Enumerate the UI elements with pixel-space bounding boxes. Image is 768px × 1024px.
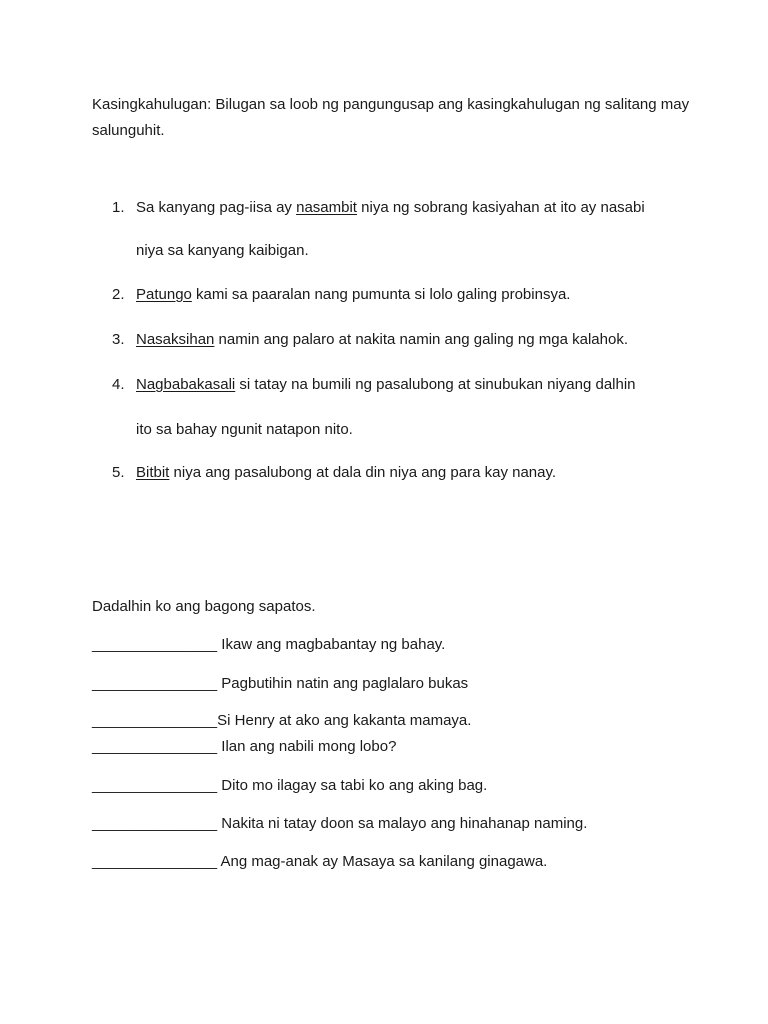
fill-in-line: _______________Si Henry at ako ang kakanta mamaya. <box>92 712 472 729</box>
fill-in-line: _______________ Pagbutihin natin ang paglalaro bukas <box>92 675 469 692</box>
item-text <box>136 198 696 218</box>
underlined-word: Patungo <box>136 286 192 303</box>
fill-in-line: _______________ Ang mag-anak ay Masaya sa kanilang ginagawa. <box>92 853 548 870</box>
fill-in-line: _______________ Ilan ang nabili mong lobo? <box>92 738 397 755</box>
item-text-after: si tatay na bumili ng pasalubong at sinubukan niyang dalhin <box>235 376 636 393</box>
fill-in-line: _______________ Ikaw ang magbabantay ng bahay. <box>92 636 446 653</box>
item-number: 3. <box>112 331 125 348</box>
item-number: 1. <box>112 199 125 216</box>
underlined-word: Nagbabakasali <box>136 376 236 393</box>
item-number: 4. <box>112 376 125 393</box>
item-text-after: niya ng sobrang kasiyahan at ito ay nasabi <box>356 199 645 216</box>
item-continuation: ito sa bahay ngunit natapon nito. <box>136 421 353 438</box>
fill-in-line: _______________ Nakita ni tatay doon sa malayo ang hinahanap naming. <box>92 815 588 832</box>
item-continuation: niya sa kanyang kaibigan. <box>136 242 309 259</box>
item-text-after: niya ang pasalubong at dala din niya ang para kay nanay. <box>169 464 557 481</box>
item-number: 2. <box>112 286 125 303</box>
item-text-after: kami sa paaralan nang pumunta si lolo galing probinsya. <box>191 286 571 303</box>
fill-in-line: _______________ Dito mo ilagay sa tabi ko ang aking bag. <box>92 777 488 794</box>
item-text <box>136 285 696 305</box>
item-text <box>136 463 696 483</box>
underlined-word: Bitbit <box>136 464 170 481</box>
item-text <box>136 375 696 395</box>
item-text-before: Sa kanyang pag-iisa ay <box>136 199 297 216</box>
underlined-word: nasambit <box>296 199 357 216</box>
item-number: 5. <box>112 464 125 481</box>
underlined-word: Nasaksihan <box>136 331 215 348</box>
item-text <box>136 330 696 350</box>
item-text-after: namin ang palaro at nakita namin ang galing ng mga kalahok. <box>214 331 628 348</box>
instructions: Kasingkahulugan: Bilugan sa loob ng pangungusap ang kasingkahulugan ng salitang may salunguhit. <box>92 96 690 139</box>
section2-intro: Dadalhin ko ang bagong sapatos. <box>92 598 316 615</box>
